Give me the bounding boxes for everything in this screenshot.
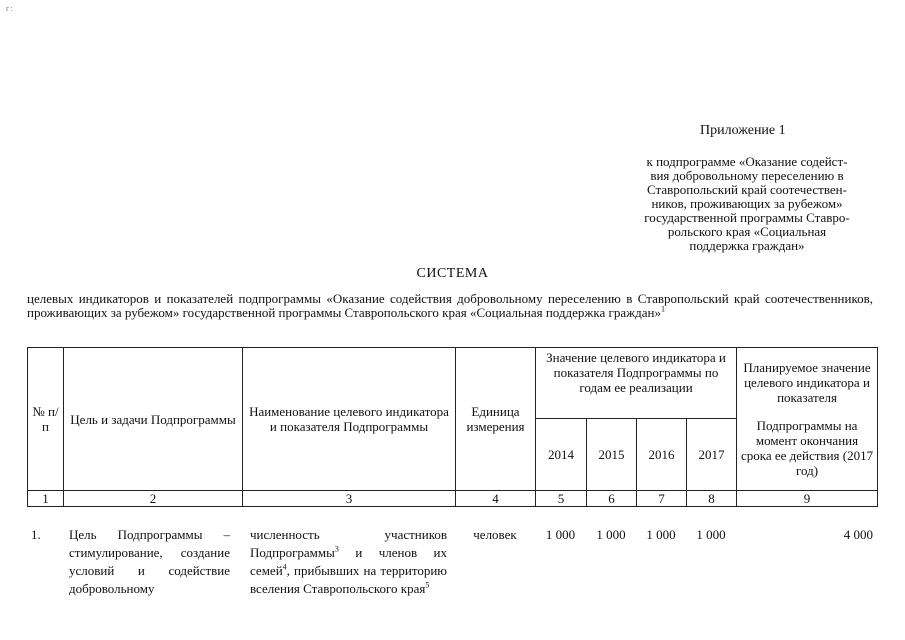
column-number: 9: [737, 491, 878, 507]
header-values-group: Значение целевого индикатора и показателя Подпрограммы по годам ее реализации: [536, 348, 737, 419]
header-planned-top: Планируемое значение целевого индикатора и показателя: [743, 359, 871, 405]
column-number: 8: [687, 491, 737, 507]
row-value-2016: 1 000: [646, 527, 676, 542]
header-goal: Цель и задачи Подпрограммы: [64, 348, 243, 491]
intro-paragraph: [27, 292, 873, 320]
column-number: 6: [587, 491, 637, 507]
column-number: 1: [28, 491, 64, 507]
footnote-mark: 5: [425, 580, 430, 590]
row-unit: человек: [473, 527, 517, 542]
appendix-title: Приложение 1: [700, 123, 786, 138]
column-number: 4: [456, 491, 536, 507]
column-number: 5: [536, 491, 587, 507]
table-row: [27, 526, 877, 598]
header-unit: Единица измерения: [456, 348, 536, 491]
header-planned: [737, 348, 878, 491]
indicator-table-header: [27, 347, 878, 507]
indicator-text: численность участников Подпрограммы: [250, 527, 447, 560]
header-year: 2014: [536, 419, 587, 491]
header-year: 2015: [587, 419, 637, 491]
row-value-2015: 1 000: [596, 527, 626, 542]
footnote-mark: 3: [334, 544, 339, 554]
header-year: 2016: [637, 419, 687, 491]
indicator-text: и членов их семей: [250, 545, 447, 578]
corner-mark: r :: [6, 4, 13, 13]
row-value-2017: 1 000: [696, 527, 726, 542]
row-value-2014: 1 000: [545, 527, 576, 542]
footnote-mark: 4: [282, 562, 287, 572]
intro-text: целевых индикаторов и показателей подпрограммы «Оказание содействия добровольному переселению в Ставропольский край соотечественников, проживающих за рубежом» государственной программы Ставропольского края «Социальная поддержка граждан»: [27, 291, 873, 320]
header-year: 2017: [687, 419, 737, 491]
row-indicator-name: [242, 526, 455, 598]
header-planned-bottom: Подпрограммы на момент окончания срока ее действия (2017 год): [740, 418, 874, 478]
appendix-subtitle: к подпрограмме «Оказание содейст- вия добровольному переселению в Ставропольский край соотечествен- ников, проживающих за рубежом» государственной программы Ставро- pольского края «Социальная поддержка граждан»: [644, 154, 850, 253]
header-indicator-name: Наименование целевого индикатора и показателя Подпрограммы: [243, 348, 456, 491]
indicator-text: , прибывших на территорию вселения Ставропольского края: [250, 563, 447, 596]
column-number: 3: [243, 491, 456, 507]
row-number: 1.: [31, 527, 41, 542]
document-heading: СИСТЕМА: [416, 266, 489, 281]
header-num: № п/п: [28, 348, 64, 491]
intro-footnote-mark: 1: [660, 304, 665, 314]
column-number: 7: [637, 491, 687, 507]
indicator-table-body: [27, 526, 877, 598]
row-goal: Цель Подпрограммы – стимулирование, создание условий и содействие добровольному: [69, 527, 230, 596]
column-number: 2: [64, 491, 243, 507]
row-planned-value: 4 000: [843, 527, 873, 542]
